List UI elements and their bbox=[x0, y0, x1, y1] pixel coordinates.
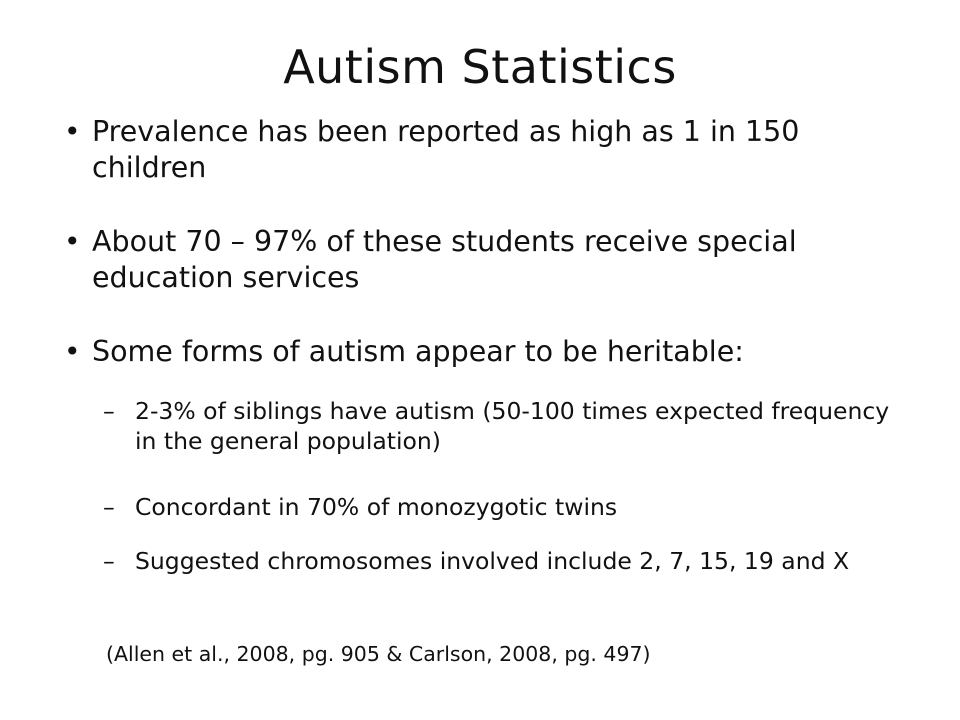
sub-bullet-text: Suggested chromosomes involved include 2, 7, 15, 19 and X bbox=[135, 547, 850, 575]
slide-title: Autism Statistics bbox=[283, 40, 677, 94]
sub-bullet-marker: – bbox=[103, 547, 115, 575]
bullet-marker: • bbox=[64, 335, 81, 368]
bullet-text: About 70 – 97% of these students receive special education services bbox=[92, 225, 797, 294]
sub-bullet-marker: – bbox=[103, 493, 115, 521]
sub-bullet-siblings bbox=[103, 396, 915, 456]
sub-bullet-text: 2-3% of siblings have autism (50-100 times expected frequency in the general population) bbox=[135, 397, 890, 455]
bullet-prevalence bbox=[64, 114, 892, 186]
bullet-marker: • bbox=[64, 115, 81, 148]
sub-bullet-text: Concordant in 70% of monozygotic twins bbox=[135, 493, 618, 521]
sub-bullet-chromosomes bbox=[103, 546, 915, 576]
bullet-text: Some forms of autism appear to be heritable: bbox=[92, 335, 744, 368]
bullet-heritable bbox=[64, 334, 892, 370]
bullet-special-education bbox=[64, 224, 892, 296]
bullet-text: Prevalence has been reported as high as 1 in 150 children bbox=[92, 115, 800, 184]
bullet-marker: • bbox=[64, 225, 81, 258]
sub-bullet-twins bbox=[103, 492, 915, 522]
citation: (Allen et al., 2008, pg. 905 & Carlson, 2008, pg. 497) bbox=[106, 642, 651, 666]
sub-bullet-marker: – bbox=[103, 397, 115, 425]
